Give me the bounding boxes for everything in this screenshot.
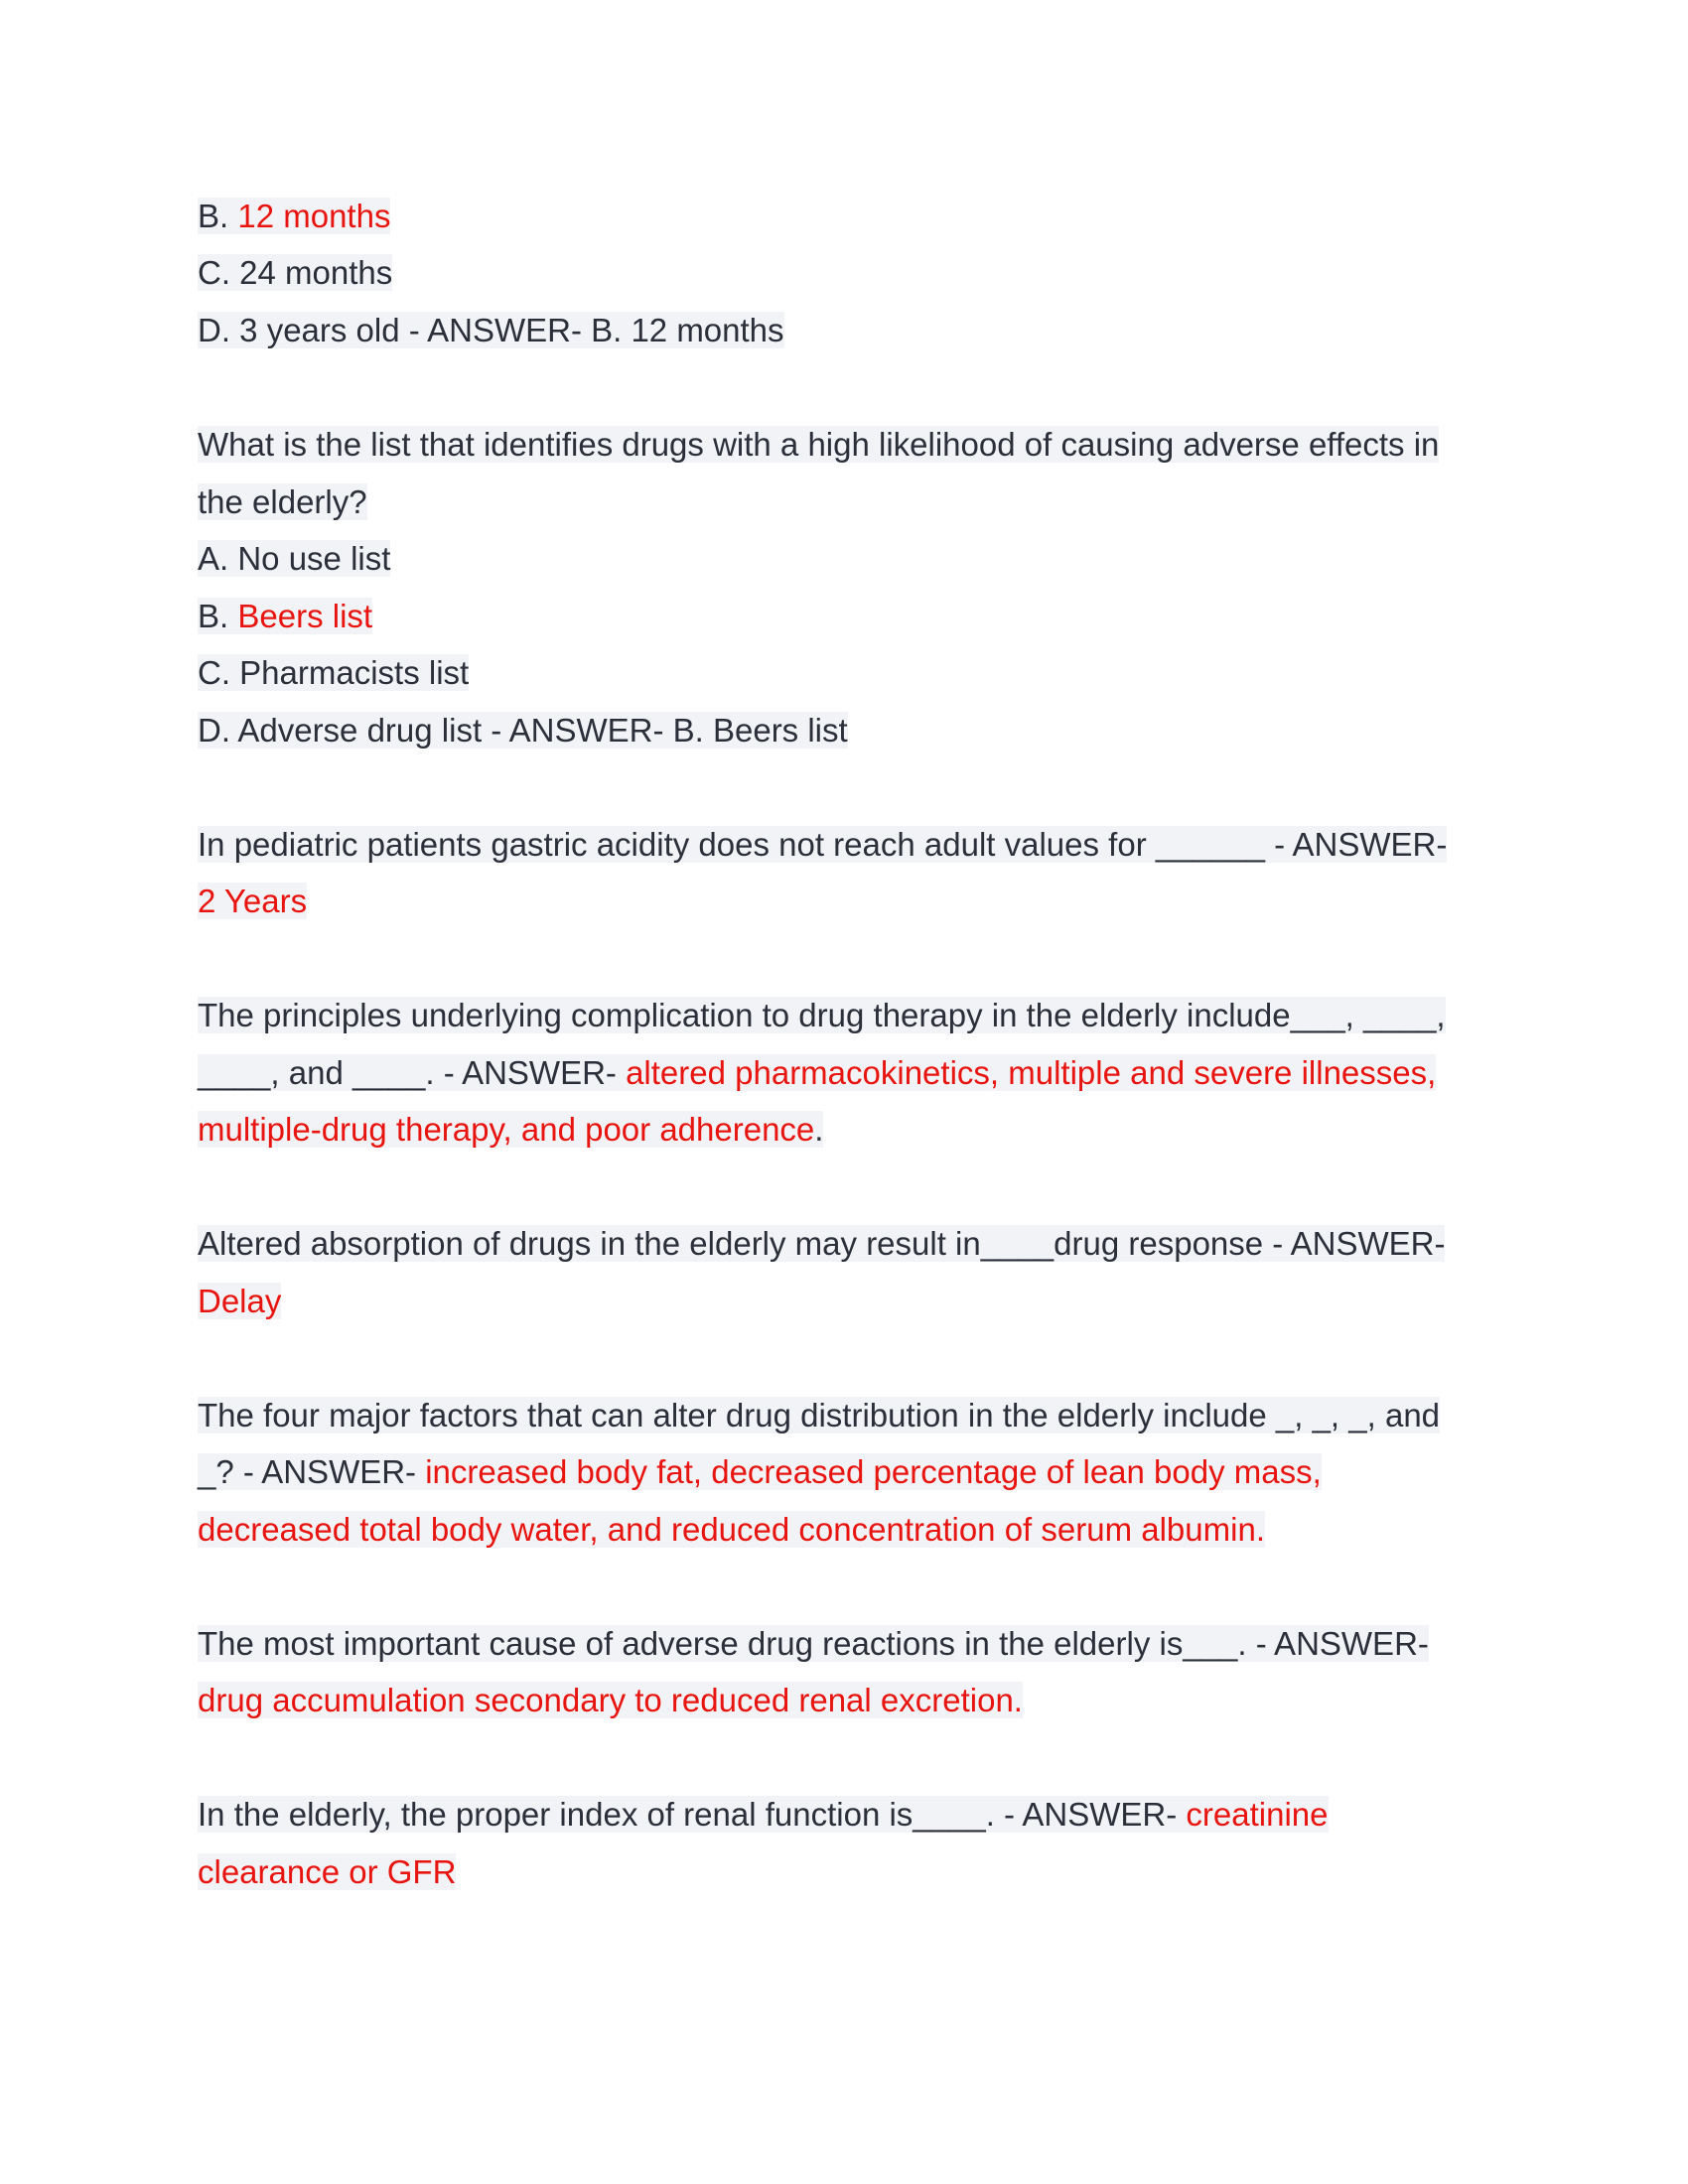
option-text: C. 24 months — [198, 254, 393, 291]
question-distribution — [198, 1393, 1440, 1438]
answer-line — [198, 1107, 823, 1153]
question-gastric-acidity — [198, 822, 1447, 868]
option-text: D. 3 years old - ANSWER- B. 12 months — [198, 312, 784, 348]
question-text: The four major factors that can alter drug distribution in the elderly include _, _, _, and — [198, 1397, 1441, 1433]
answer-line — [198, 1279, 281, 1324]
question-adverse-cause — [198, 1621, 1429, 1667]
question-text: In the elderly, the proper index of renal function is____. - ANSWER- — [198, 1796, 1187, 1833]
answer-text: decreased total body water, and reduced concentration of serum albumin. — [198, 1511, 1265, 1548]
answer-text: 12 months — [237, 198, 391, 234]
question-beers-list-cont — [198, 479, 367, 525]
answer-text: clearance or GFR — [198, 1853, 457, 1890]
question-text: the elderly? — [198, 483, 367, 520]
question-text: _? - ANSWER- — [198, 1453, 426, 1490]
question-principles-cont — [198, 1050, 1436, 1096]
trailing-punctuation: . — [814, 1111, 824, 1148]
answer-text: Delay — [198, 1283, 282, 1319]
option-c-pharmacists-list — [198, 650, 469, 696]
option-d-with-answer — [198, 308, 784, 353]
answer-text: altered pharmacokinetics, multiple and severe illnesses, — [626, 1054, 1437, 1091]
question-text: The principles underlying complication to drug therapy in the elderly include___, ____, — [198, 997, 1446, 1033]
answer-line — [198, 879, 307, 924]
answer-text: drug accumulation secondary to reduced renal excretion. — [198, 1682, 1023, 1718]
answer-line — [198, 1849, 456, 1895]
question-text: ____, and ____. - ANSWER- — [198, 1054, 627, 1091]
answer-line — [198, 1678, 1023, 1723]
question-text: The most important cause of adverse drug reactions in the elderly is___. - ANSWER- — [198, 1625, 1429, 1662]
question-principles — [198, 993, 1446, 1038]
question-renal-index — [198, 1792, 1329, 1838]
answer-text: creatinine — [1186, 1796, 1329, 1833]
option-b-12-months — [198, 194, 390, 239]
answer-text: multiple-drug therapy, and poor adherence — [198, 1111, 815, 1148]
question-beers-list — [198, 422, 1439, 468]
question-absorption — [198, 1221, 1445, 1267]
question-text: Altered absorption of drugs in the elderly may result in____drug response - ANSWER- — [198, 1225, 1446, 1262]
question-distribution-cont — [198, 1449, 1322, 1495]
option-text: D. Adverse drug list - ANSWER- B. Beers list — [198, 712, 848, 749]
answer-line — [198, 1507, 1265, 1553]
option-text: C. Pharmacists list — [198, 654, 470, 691]
option-label: B. — [198, 598, 238, 634]
option-d-with-answer — [198, 708, 848, 753]
option-label: B. — [198, 198, 238, 234]
option-b-beers-list — [198, 594, 372, 639]
option-c-24-months — [198, 250, 392, 296]
question-text: What is the list that identifies drugs with a high likelihood of causing adverse effects in — [198, 426, 1440, 463]
option-a-no-use-list — [198, 536, 390, 582]
option-text: A. No use list — [198, 540, 391, 577]
answer-text: Beers list — [237, 598, 373, 634]
question-text: In pediatric patients gastric acidity does not reach adult values for ______ - ANSWER- — [198, 826, 1448, 863]
answer-text: increased body fat, decreased percentage of lean body mass, — [425, 1453, 1322, 1490]
answer-text: 2 Years — [198, 883, 308, 919]
